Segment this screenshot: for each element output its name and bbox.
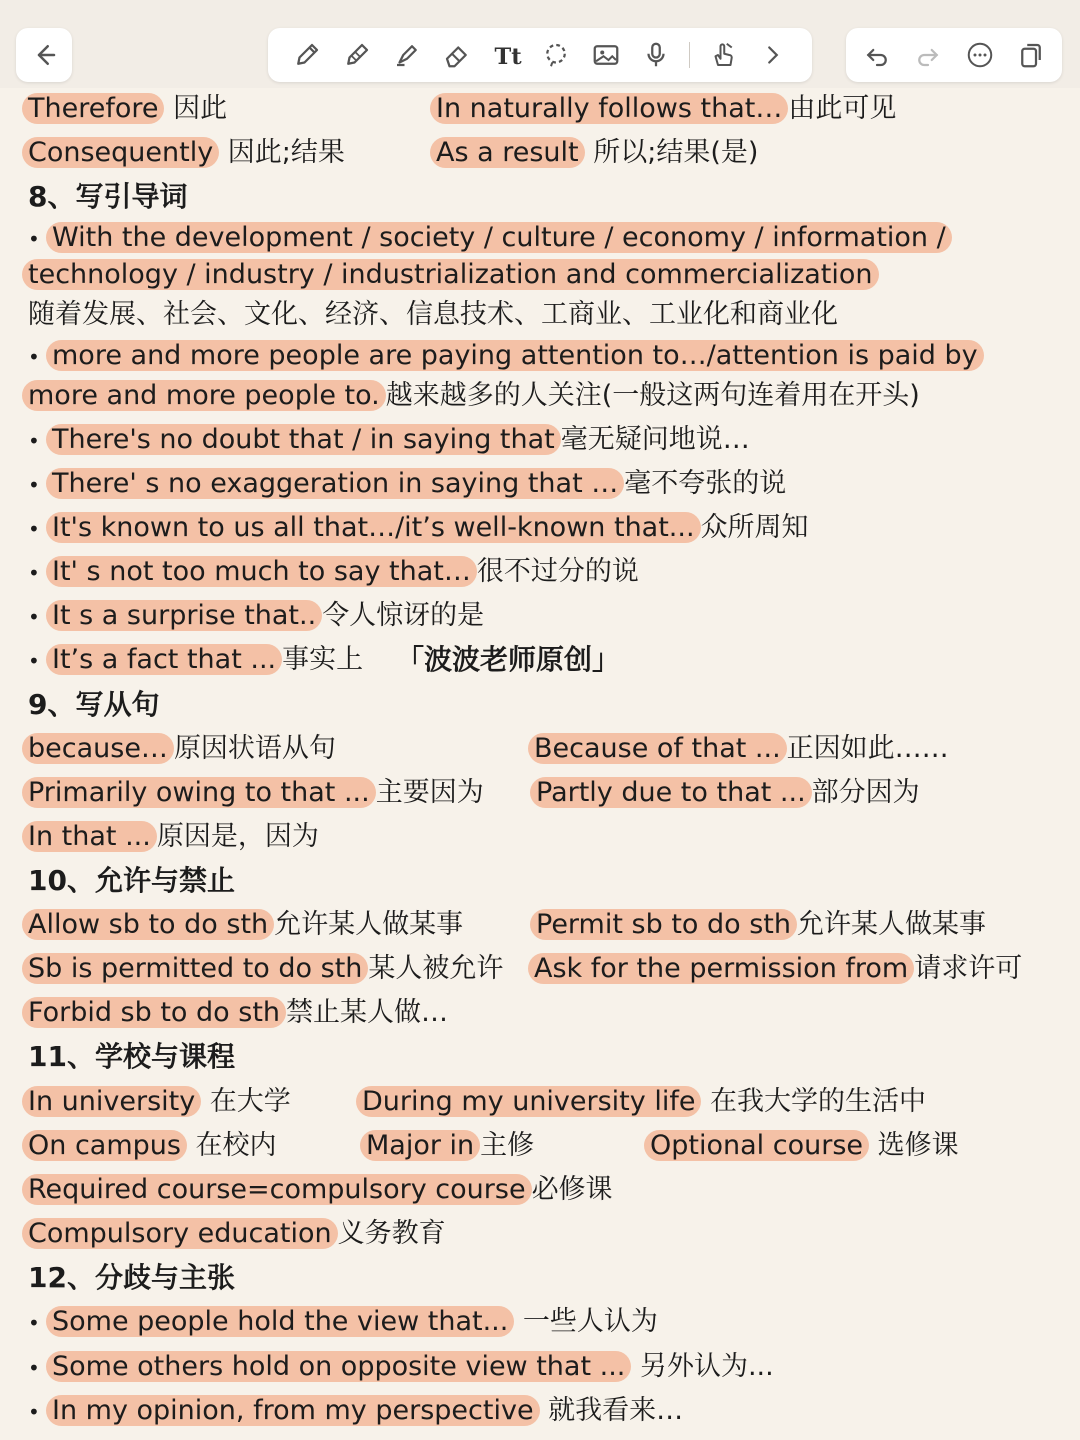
image-icon[interactable] xyxy=(589,38,623,72)
note-line xyxy=(28,337,984,376)
note-line xyxy=(356,1083,926,1121)
highlighted-phrase: As a result xyxy=(430,137,585,168)
bullet: • xyxy=(28,605,40,629)
translation: 原因状语从句 xyxy=(173,733,336,764)
translation: 另外认为... xyxy=(631,1351,774,1382)
translation: 请求许可 xyxy=(914,953,1023,984)
translation: 允许某人做某事 xyxy=(274,909,464,940)
highlighted-phrase: There' s no exaggeration in saying that … xyxy=(46,468,624,499)
bullet: • xyxy=(28,227,40,251)
highlighted-phrase: because… xyxy=(22,733,174,764)
note-line xyxy=(528,730,949,768)
touch-draw-icon[interactable] xyxy=(706,38,740,72)
drawing-tools xyxy=(268,28,812,82)
highlighted-phrase: Major in xyxy=(360,1130,480,1161)
note-line xyxy=(22,950,503,988)
note-line xyxy=(28,641,363,680)
chevron-right-icon[interactable] xyxy=(756,38,790,72)
translation: 正因如此…… xyxy=(786,733,949,764)
highlighted-phrase: more and more people to. xyxy=(22,380,386,411)
note-line xyxy=(22,1127,277,1165)
bullet: • xyxy=(28,345,40,369)
translation: 令人惊讶的是 xyxy=(322,600,485,631)
highlighted-phrase: It s a surprise that.. xyxy=(46,600,322,631)
highlighted-phrase: Sb is permitted to do sth xyxy=(22,953,368,984)
chevron-left-icon xyxy=(27,38,61,72)
note-line xyxy=(22,818,319,856)
section-heading: 9、写从句 xyxy=(28,688,160,721)
back-button[interactable] xyxy=(16,28,72,82)
translation: 必修课 xyxy=(531,1174,613,1205)
highlighted-phrase: Ask for the permission from xyxy=(528,953,914,984)
bullet: • xyxy=(28,429,40,453)
svg-text:Tt: Tt xyxy=(494,43,522,70)
highlighted-phrase: It’s a fact that ... xyxy=(46,644,282,675)
translation: 所以;结果(是) xyxy=(584,137,759,168)
translation: 主修 xyxy=(480,1130,535,1161)
highlighted-phrase: Primarily owing to that ... xyxy=(22,777,376,808)
highlighted-phrase: In my opinion, from my perspective xyxy=(46,1395,540,1426)
text-tool-icon[interactable] xyxy=(490,38,524,72)
highlighted-phrase: In that ... xyxy=(22,821,157,852)
section-heading: 8、写引导词 xyxy=(28,180,188,213)
note-line xyxy=(28,597,484,636)
highlighted-phrase: It's known to us all that…/it’s well-known that... xyxy=(46,512,701,543)
translation: 由此可见 xyxy=(788,93,897,124)
note-line xyxy=(22,1083,291,1121)
note-line xyxy=(530,774,920,812)
note-line xyxy=(528,950,1022,988)
translation: 在大学 xyxy=(201,1086,291,1117)
bullet: • xyxy=(28,649,40,673)
highlighted-phrase: more and more people are paying attention to…/attention is paid by xyxy=(46,340,984,371)
bullet: • xyxy=(28,561,40,585)
note-line xyxy=(22,377,920,415)
translation: 越来越多的人关注(一般这两句连着用在开头) xyxy=(385,380,920,411)
highlighter-icon[interactable] xyxy=(390,38,424,72)
note-line xyxy=(22,730,336,768)
note-line xyxy=(22,1171,613,1209)
translation: 在我大学的生活中 xyxy=(701,1086,927,1117)
highlighted-phrase: Partly due to that ... xyxy=(530,777,812,808)
highlighted-phrase: In university xyxy=(22,1086,201,1117)
redo-icon[interactable] xyxy=(911,38,945,72)
highlighted-phrase: On campus xyxy=(22,1130,187,1161)
translation: 义务教育 xyxy=(337,1218,446,1249)
highlighted-phrase: technology / industry / industrialization and commercialization xyxy=(22,259,879,290)
pages-icon[interactable] xyxy=(1014,38,1048,72)
highlighted-phrase: Permit sb to do sth xyxy=(530,909,797,940)
highlighted-phrase: Therefore xyxy=(22,93,164,124)
pen-icon[interactable] xyxy=(290,38,324,72)
highlighted-phrase: Because of that ... xyxy=(528,733,787,764)
bullet: • xyxy=(28,1400,40,1424)
microphone-icon[interactable] xyxy=(639,38,673,72)
bullet: • xyxy=(28,1356,40,1380)
note-line xyxy=(28,1348,774,1387)
highlighted-phrase: During my university life xyxy=(356,1086,701,1117)
translation: 一些人认为 xyxy=(514,1306,658,1337)
note-line xyxy=(28,553,639,592)
note-line xyxy=(22,906,463,944)
highlighted-phrase: With the development / society / culture / economy / information / xyxy=(46,222,952,253)
eraser-icon[interactable] xyxy=(440,38,474,72)
note-line xyxy=(22,1215,446,1253)
translation: 毫无疑问地说… xyxy=(560,424,750,455)
pencil-icon[interactable] xyxy=(340,38,374,72)
lasso-icon[interactable] xyxy=(539,38,573,72)
translation: 众所周知 xyxy=(700,512,809,543)
note-line xyxy=(28,1392,683,1431)
translation: 原因是，因为 xyxy=(156,821,319,852)
translation: 毫不夸张的说 xyxy=(624,468,787,499)
credit-label: 「波波老师原创」 xyxy=(396,643,621,676)
highlighted-phrase: Optional course xyxy=(644,1130,869,1161)
highlighted-phrase: Required course=compulsory course xyxy=(22,1174,532,1205)
toolbar-divider xyxy=(689,42,690,68)
note-line xyxy=(530,906,986,944)
document-actions xyxy=(846,28,1062,82)
note-line xyxy=(22,134,345,172)
highlighted-phrase: There's no doubt that / in saying that xyxy=(46,424,561,455)
translation: 某人被允许 xyxy=(368,953,504,984)
translation: 禁止某人做… xyxy=(286,997,449,1028)
section-heading: 11、学校与课程 xyxy=(28,1040,235,1073)
note-line xyxy=(28,219,952,258)
note-line xyxy=(28,421,750,460)
highlighted-phrase: Some people hold the view that... xyxy=(46,1306,514,1337)
highlighted-phrase: Consequently xyxy=(22,137,219,168)
section-heading: 10、允许与禁止 xyxy=(28,864,235,897)
more-icon[interactable] xyxy=(963,38,997,72)
note-line xyxy=(22,90,227,128)
note-line xyxy=(28,509,809,548)
note-line xyxy=(28,1303,658,1342)
highlighted-phrase: Allow sb to do sth xyxy=(22,909,274,940)
translation-line: 随着发展、社会、文化、经济、信息技术、工商业、工业化和商业化 xyxy=(28,299,838,330)
translation: 主要因为 xyxy=(375,777,484,808)
highlighted-phrase: It' s not too much to say that… xyxy=(46,556,477,587)
translation: 很不过分的说 xyxy=(476,556,639,587)
translation: 允许某人做某事 xyxy=(797,909,987,940)
highlighted-phrase: Forbid sb to do sth xyxy=(22,997,286,1028)
highlighted-phrase: Some others hold on opposite view that ... xyxy=(46,1351,631,1382)
translation: 在校内 xyxy=(186,1130,277,1161)
highlighted-phrase: In naturally follows that… xyxy=(430,93,788,124)
note-line xyxy=(430,90,896,128)
note-line xyxy=(22,256,879,294)
section-heading: 12、分歧与主张 xyxy=(28,1261,235,1294)
translation: 选修课 xyxy=(869,1130,959,1161)
note-line xyxy=(22,774,484,812)
translation: 就我看来… xyxy=(539,1395,684,1426)
note-line xyxy=(644,1127,959,1165)
translation: 部分因为 xyxy=(811,777,920,808)
translation: 因此 xyxy=(164,93,228,124)
translation: 事实上 xyxy=(282,644,364,675)
bullet: • xyxy=(28,1311,40,1335)
highlighted-phrase: Compulsory education xyxy=(22,1218,338,1249)
note-line xyxy=(430,134,758,172)
undo-icon[interactable] xyxy=(860,38,894,72)
note-line xyxy=(28,465,786,504)
note-line xyxy=(22,994,448,1032)
note-line xyxy=(360,1127,534,1165)
bullet: • xyxy=(28,473,40,497)
bullet: • xyxy=(28,517,40,541)
translation: 因此;结果 xyxy=(219,137,345,168)
